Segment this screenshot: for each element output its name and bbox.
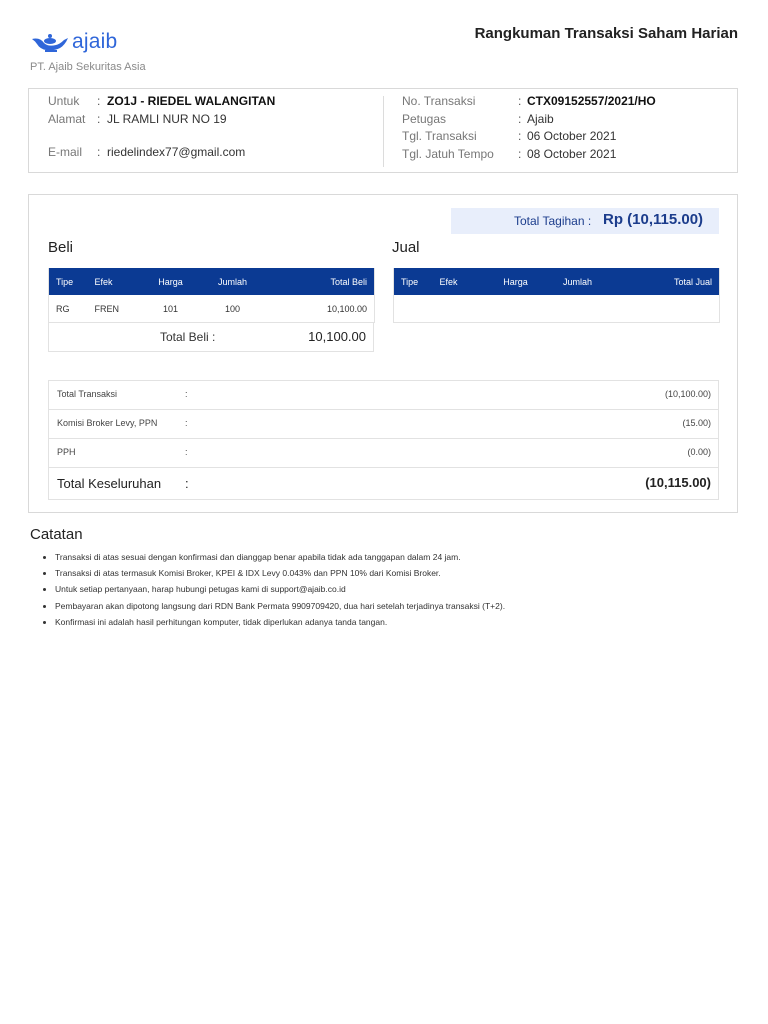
untuk-value: ZO1J - RIEDEL WALANGITAN xyxy=(107,94,276,108)
beli-table-header xyxy=(49,268,375,295)
col-jumlah: Jumlah xyxy=(200,268,266,295)
tgl-jatuh-tempo-colon: : xyxy=(518,147,522,161)
total-beli-value: 10,100.00 xyxy=(308,329,366,344)
col-jumlah: Jumlah xyxy=(545,268,611,295)
table-row xyxy=(49,295,375,323)
summary-label: Total Transaksi xyxy=(57,389,118,399)
jual-table-header xyxy=(394,268,720,295)
col-harga: Harga xyxy=(142,268,200,295)
alamat-label: Alamat xyxy=(48,112,86,126)
summary-colon: : xyxy=(185,389,188,399)
tgl-transaksi-label: Tgl. Transaksi xyxy=(402,129,477,143)
logo-text: ajaib xyxy=(72,30,118,53)
company-name: PT. Ajaib Sekuritas Asia xyxy=(30,61,146,73)
untuk-colon: : xyxy=(97,94,101,108)
summary-row-total-transaksi xyxy=(49,381,718,410)
ajaib-logo xyxy=(30,28,120,56)
genie-lamp-icon xyxy=(30,31,70,53)
beli-table xyxy=(48,268,375,323)
cell-efek: FREN xyxy=(88,295,142,323)
tgl-jatuh-tempo-label: Tgl. Jatuh Tempo xyxy=(402,147,494,161)
total-beli-label: Total Beli : xyxy=(160,330,216,344)
tgl-transaksi-value: 06 October 2021 xyxy=(527,129,617,143)
summary-value: (10,100.00) xyxy=(664,389,711,399)
total-tagihan-value: Rp (10,115.00) xyxy=(603,211,704,228)
tgl-jatuh-tempo-value: 08 October 2021 xyxy=(527,147,617,161)
summary-value: (15.00) xyxy=(682,418,711,428)
col-total-jual: Total Jual xyxy=(611,268,720,295)
summary-row-grand-total xyxy=(49,468,718,499)
untuk-label: Untuk xyxy=(48,94,80,108)
summary-row-komisi xyxy=(49,410,718,439)
alamat-colon: : xyxy=(97,112,101,126)
col-efek: Efek xyxy=(433,268,487,295)
col-total-beli: Total Beli xyxy=(266,268,375,295)
tgl-transaksi-colon: : xyxy=(518,129,522,143)
col-tipe: Tipe xyxy=(49,268,88,295)
cell-jumlah: 100 xyxy=(200,295,266,323)
jual-title: Jual xyxy=(392,239,420,256)
list-item: • Transaksi di atas termasuk Komisi Broker, KPEI & IDX Levy 0.043% dan PPN 10% dari Komisi Broker. xyxy=(55,566,755,582)
table-row-empty xyxy=(394,295,720,323)
petugas-label: Petugas xyxy=(402,112,447,126)
beli-title: Beli xyxy=(48,239,74,256)
summary-colon: : xyxy=(185,418,188,428)
cell-tipe: RG xyxy=(49,295,88,323)
email-value: riedelindex77@gmail.com xyxy=(107,145,246,159)
no-transaksi-value: CTX09152557/2021/HO xyxy=(527,94,656,108)
col-harga: Harga xyxy=(487,268,545,295)
list-item: • Konfirmasi ini adalah hasil perhitungan komputer, tidak diperlukan adanya tanda tangan. xyxy=(55,615,755,631)
cell-total: 10,100.00 xyxy=(266,295,375,323)
notes-title: Catatan xyxy=(30,526,83,543)
summary-row-pph xyxy=(49,439,718,468)
petugas-value: Ajaib xyxy=(527,112,554,126)
grand-total-label: Total Keseluruhan xyxy=(57,476,162,491)
page-title: Rangkuman Transaksi Saham Harian xyxy=(474,25,738,42)
list-item: • Untuk setiap pertanyaan, harap hubungi petugas kami di support@ajaib.co.id xyxy=(55,582,755,598)
no-transaksi-label: No. Transaksi xyxy=(402,94,476,108)
summary-label: PPH xyxy=(57,447,76,457)
empty-cell xyxy=(394,295,720,323)
summary-table xyxy=(48,380,719,500)
email-label: E-mail xyxy=(48,145,83,159)
info-divider xyxy=(383,96,384,167)
cell-harga: 101 xyxy=(142,295,200,323)
no-transaksi-colon: : xyxy=(518,94,522,108)
summary-label: Komisi Broker Levy, PPN xyxy=(57,418,158,428)
grand-total-value: (10,115.00) xyxy=(645,475,711,490)
col-efek: Efek xyxy=(88,268,142,295)
email-colon: : xyxy=(97,145,101,159)
list-item: • Pembayaran akan dipotong langsung dari RDN Bank Permata 9909709420, dua hari setelah terjadinya transaksi (T+2). xyxy=(55,599,755,615)
grand-total-colon: : xyxy=(185,476,189,491)
jual-table xyxy=(393,268,720,323)
col-tipe: Tipe xyxy=(394,268,433,295)
list-item: • Transaksi di atas sesuai dengan konfirmasi dan dianggap benar apabila tidak ada tanggapan dalam 24 jam. xyxy=(55,550,755,566)
alamat-value: JL RAMLI NUR NO 19 xyxy=(107,112,227,126)
summary-value: (0.00) xyxy=(687,447,711,457)
summary-colon: : xyxy=(185,447,188,457)
total-tagihan-label: Total Tagihan : xyxy=(514,214,592,228)
petugas-colon: : xyxy=(518,112,522,126)
notes-list xyxy=(38,550,755,631)
